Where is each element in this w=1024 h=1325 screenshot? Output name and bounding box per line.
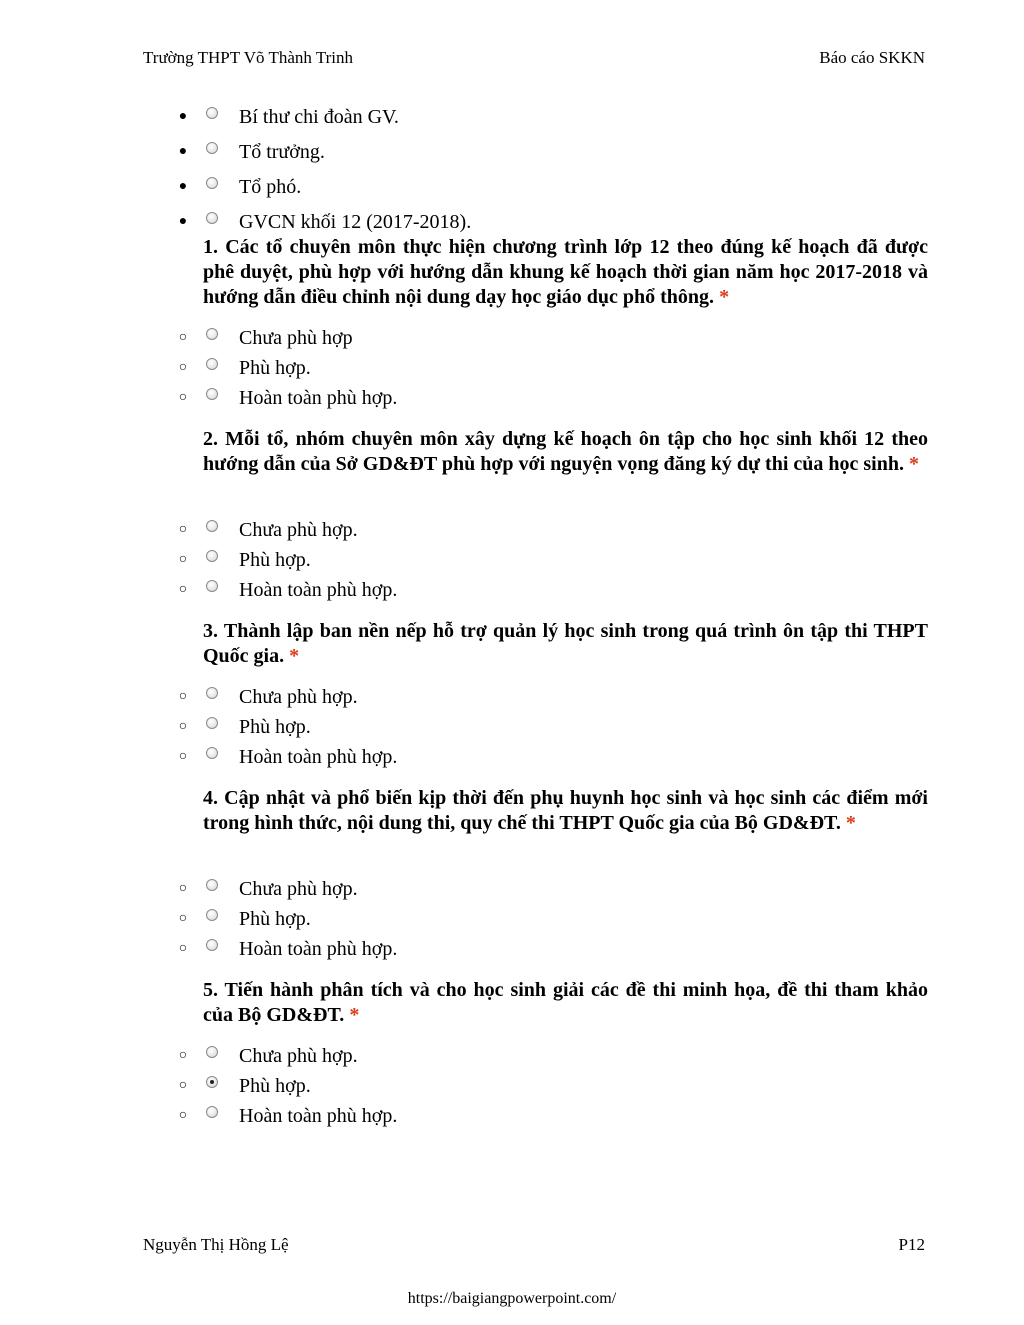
radio-button[interactable] [206,212,218,224]
bullet-circle-icon: ○ [178,749,188,764]
option-label: Hoàn toàn phù hợp. [239,745,398,768]
radio-button[interactable] [206,687,218,699]
list-item[interactable] [176,139,325,165]
page-header [143,48,925,68]
page-footer [143,1235,925,1255]
list-item[interactable] [176,876,358,902]
list-item[interactable] [176,325,353,351]
page-number: P12 [898,1235,925,1254]
required-mark: * [349,1004,360,1026]
list-item[interactable] [176,547,311,573]
question-1 [203,235,928,310]
radio-button[interactable] [206,358,218,370]
list-item[interactable] [176,1103,397,1129]
option-label: Chưa phù hợp [239,326,353,349]
option-label: Phù hợp. [239,548,311,571]
option-label: Tổ trưởng. [239,140,325,163]
bullet-circle-icon: ○ [178,552,188,567]
option-label: Hoàn toàn phù hợp. [239,1104,398,1127]
question-3 [203,619,928,669]
required-mark: * [908,453,919,475]
list-item[interactable] [176,385,397,411]
question-text: 1. Các tổ chuyên môn thực hiện chương trình lớp 12 theo đúng kế hoạch đã được phê duyệt, phù hợp với hướng dẫn khung kế hoạch thời gian năm học 2017-2018 và hướng dẫn điều chỉnh nội dung dạy học giáo dục phổ thông. [203,236,928,308]
bullet-circle-icon: ○ [178,522,188,537]
radio-button[interactable] [206,580,218,592]
list-item[interactable] [176,744,397,770]
question-text: 2. Mỗi tổ, nhóm chuyên môn xây dựng kế hoạch ôn tập cho học sinh khối 12 theo hướng dẫn của Sở GD&ĐT phù hợp với nguyện vọng đăng ký dự thi của học sinh. [203,428,928,475]
option-label: Chưa phù hợp. [239,685,358,708]
required-mark: * [719,286,730,308]
list-item[interactable] [176,936,397,962]
bullet-circle-icon: ○ [178,941,188,956]
bullet-disc-icon: ● [178,179,188,194]
author-name: Nguyễn Thị Hồng Lệ [143,1235,289,1254]
list-item[interactable] [176,1073,311,1099]
bullet-disc-icon: ● [178,109,188,124]
radio-button[interactable] [206,520,218,532]
option-label: Chưa phù hợp. [239,877,358,900]
option-label: Chưa phù hợp. [239,1044,358,1067]
option-label: Hoàn toàn phù hợp. [239,386,398,409]
question-text: 4. Cập nhật và phổ biến kịp thời đến phụ huynh học sinh và học sinh các điểm mới trong hình thức, nội dung thi, quy chế thi THPT Quốc gia của Bộ GD&ĐT. [203,787,928,834]
bullet-circle-icon: ○ [178,390,188,405]
list-item[interactable] [176,355,311,381]
bullet-circle-icon: ○ [178,1078,188,1093]
option-label: Bí thư chi đoàn GV. [239,105,399,128]
radio-button[interactable] [206,328,218,340]
radio-button-selected[interactable] [206,1076,218,1088]
option-label: GVCN khối 12 (2017-2018). [239,210,472,233]
bullet-circle-icon: ○ [178,689,188,704]
list-item[interactable] [176,517,358,543]
list-item[interactable] [176,209,471,235]
list-item[interactable] [176,174,301,200]
option-label: Phù hợp. [239,715,311,738]
option-label: Hoàn toàn phù hợp. [239,937,398,960]
list-item[interactable] [176,684,358,710]
question-4 [203,786,928,836]
radio-button[interactable] [206,717,218,729]
bullet-circle-icon: ○ [178,719,188,734]
bullet-circle-icon: ○ [178,1108,188,1123]
radio-button[interactable] [206,909,218,921]
school-name: Trường THPT Võ Thành Trinh [143,48,353,67]
report-title: Báo cáo SKKN [819,48,925,67]
option-label: Hoàn toàn phù hợp. [239,578,398,601]
radio-button[interactable] [206,388,218,400]
radio-button[interactable] [206,177,218,189]
question-5 [203,978,928,1028]
required-mark: * [845,812,856,834]
option-label: Phù hợp. [239,356,311,379]
bullet-disc-icon: ● [178,214,188,229]
list-item[interactable] [176,1043,358,1069]
question-2 [203,427,928,477]
bullet-circle-icon: ○ [178,911,188,926]
radio-button[interactable] [206,939,218,951]
list-item[interactable] [176,577,397,603]
bullet-circle-icon: ○ [178,881,188,896]
bullet-circle-icon: ○ [178,1048,188,1063]
radio-button[interactable] [206,1046,218,1058]
list-item[interactable] [176,906,311,932]
question-text: 3. Thành lập ban nền nếp hỗ trợ quản lý học sinh trong quá trình ôn tập thi THPT Quốc gia. [203,620,928,667]
bullet-circle-icon: ○ [178,360,188,375]
option-label: Tổ phó. [239,175,302,198]
option-label: Phù hợp. [239,907,311,930]
bullet-disc-icon: ● [178,144,188,159]
radio-button[interactable] [206,747,218,759]
radio-button[interactable] [206,107,218,119]
radio-button[interactable] [206,550,218,562]
radio-button[interactable] [206,142,218,154]
list-item[interactable] [176,714,311,740]
source-url: https://baigiangpowerpoint.com/ [407,1290,617,1307]
required-mark: * [289,645,300,667]
bullet-circle-icon: ○ [178,330,188,345]
list-item[interactable] [176,104,399,130]
radio-button[interactable] [206,1106,218,1118]
question-text: 5. Tiến hành phân tích và cho học sinh giải các đề thi minh họa, đề thi tham khảo của Bộ GD&ĐT. [203,979,928,1026]
option-label: Phù hợp. [239,1074,311,1097]
bullet-circle-icon: ○ [178,582,188,597]
option-label: Chưa phù hợp. [239,518,358,541]
radio-button[interactable] [206,879,218,891]
